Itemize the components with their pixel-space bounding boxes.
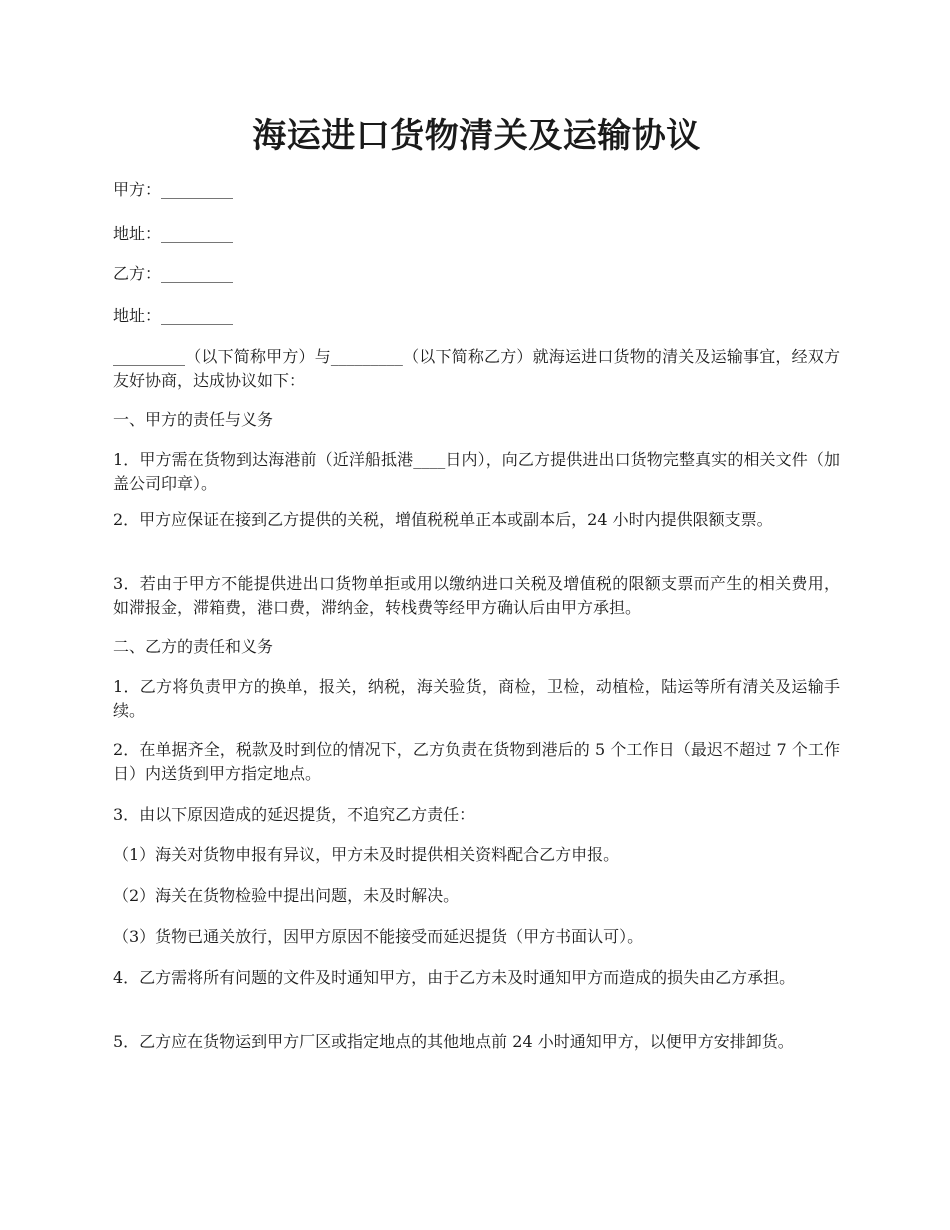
section-2-subitem-2: （2）海关在货物检验中提出问题，未及时解决。 bbox=[113, 886, 460, 905]
section-1-item-2: 2．甲方应保证在接到乙方提供的关税，增值税税单正本或副本后，24 小时内提供限额支票。 bbox=[113, 510, 773, 529]
section-2-subitem-1: （1）海关对货物申报有异议，甲方未及时提供相关资料配合乙方申报。 bbox=[113, 845, 620, 864]
document-title: 海运进口货物清关及运输协议 bbox=[252, 116, 701, 156]
section-2-heading: 二、乙方的责任和义务 bbox=[113, 637, 274, 656]
party-a-address-line: 地址：_________ bbox=[113, 224, 234, 243]
party-a-line: 甲方：_________ bbox=[113, 180, 234, 199]
section-2-item-3: 3．由以下原因造成的延迟提货，不追究乙方责任： bbox=[113, 805, 476, 824]
section-2-subitem-3: （3）货物已通关放行，因甲方原因不能接受而延迟提货（甲方书面认可）。 bbox=[113, 927, 644, 946]
section-2-item-1: 1．乙方将负责甲方的换单，报关，纳税，海关验货，商检，卫检，动植检，陆运等所有清关及运输手续。 bbox=[113, 677, 840, 720]
section-1-item-3: 3．若由于甲方不能提供进出口货物单拒或用以缴纳进口关税及增值税的限额支票而产生的相关费用，如滞报金，滞箱费，港口费，滞纳金，转栈费等经甲方确认后由甲方承担。 bbox=[113, 574, 840, 617]
section-2-item-2: 2．在单据齐全，税款及时到位的情况下，乙方负责在货物到港后的 5 个工作日（最迟不超过 7 个工作日）内送货到甲方指定地点。 bbox=[113, 740, 840, 783]
section-2-item-5: 5．乙方应在货物运到甲方厂区或指定地点的其他地点前 24 小时通知甲方，以便甲方安排卸货。 bbox=[113, 1032, 794, 1051]
party-b-line: 乙方：_________ bbox=[113, 264, 234, 283]
section-1-heading: 一、甲方的责任与义务 bbox=[113, 410, 274, 429]
section-1-item-1: 1．甲方需在货物到达海港前（近洋船抵港____日内），向乙方提供进出口货物完整真实的相关文件（加盖公司印章）。 bbox=[113, 450, 840, 493]
intro-paragraph: _________（以下简称甲方）与_________（以下简称乙方）就海运进口货物的清关及运输事宜，经双方友好协商，达成协议如下： bbox=[113, 347, 840, 390]
section-2-item-4: 4．乙方需将所有问题的文件及时通知甲方，由于乙方未及时通知甲方而造成的损失由乙方承担。 bbox=[113, 968, 796, 987]
party-b-address-line: 地址：_________ bbox=[113, 306, 234, 325]
